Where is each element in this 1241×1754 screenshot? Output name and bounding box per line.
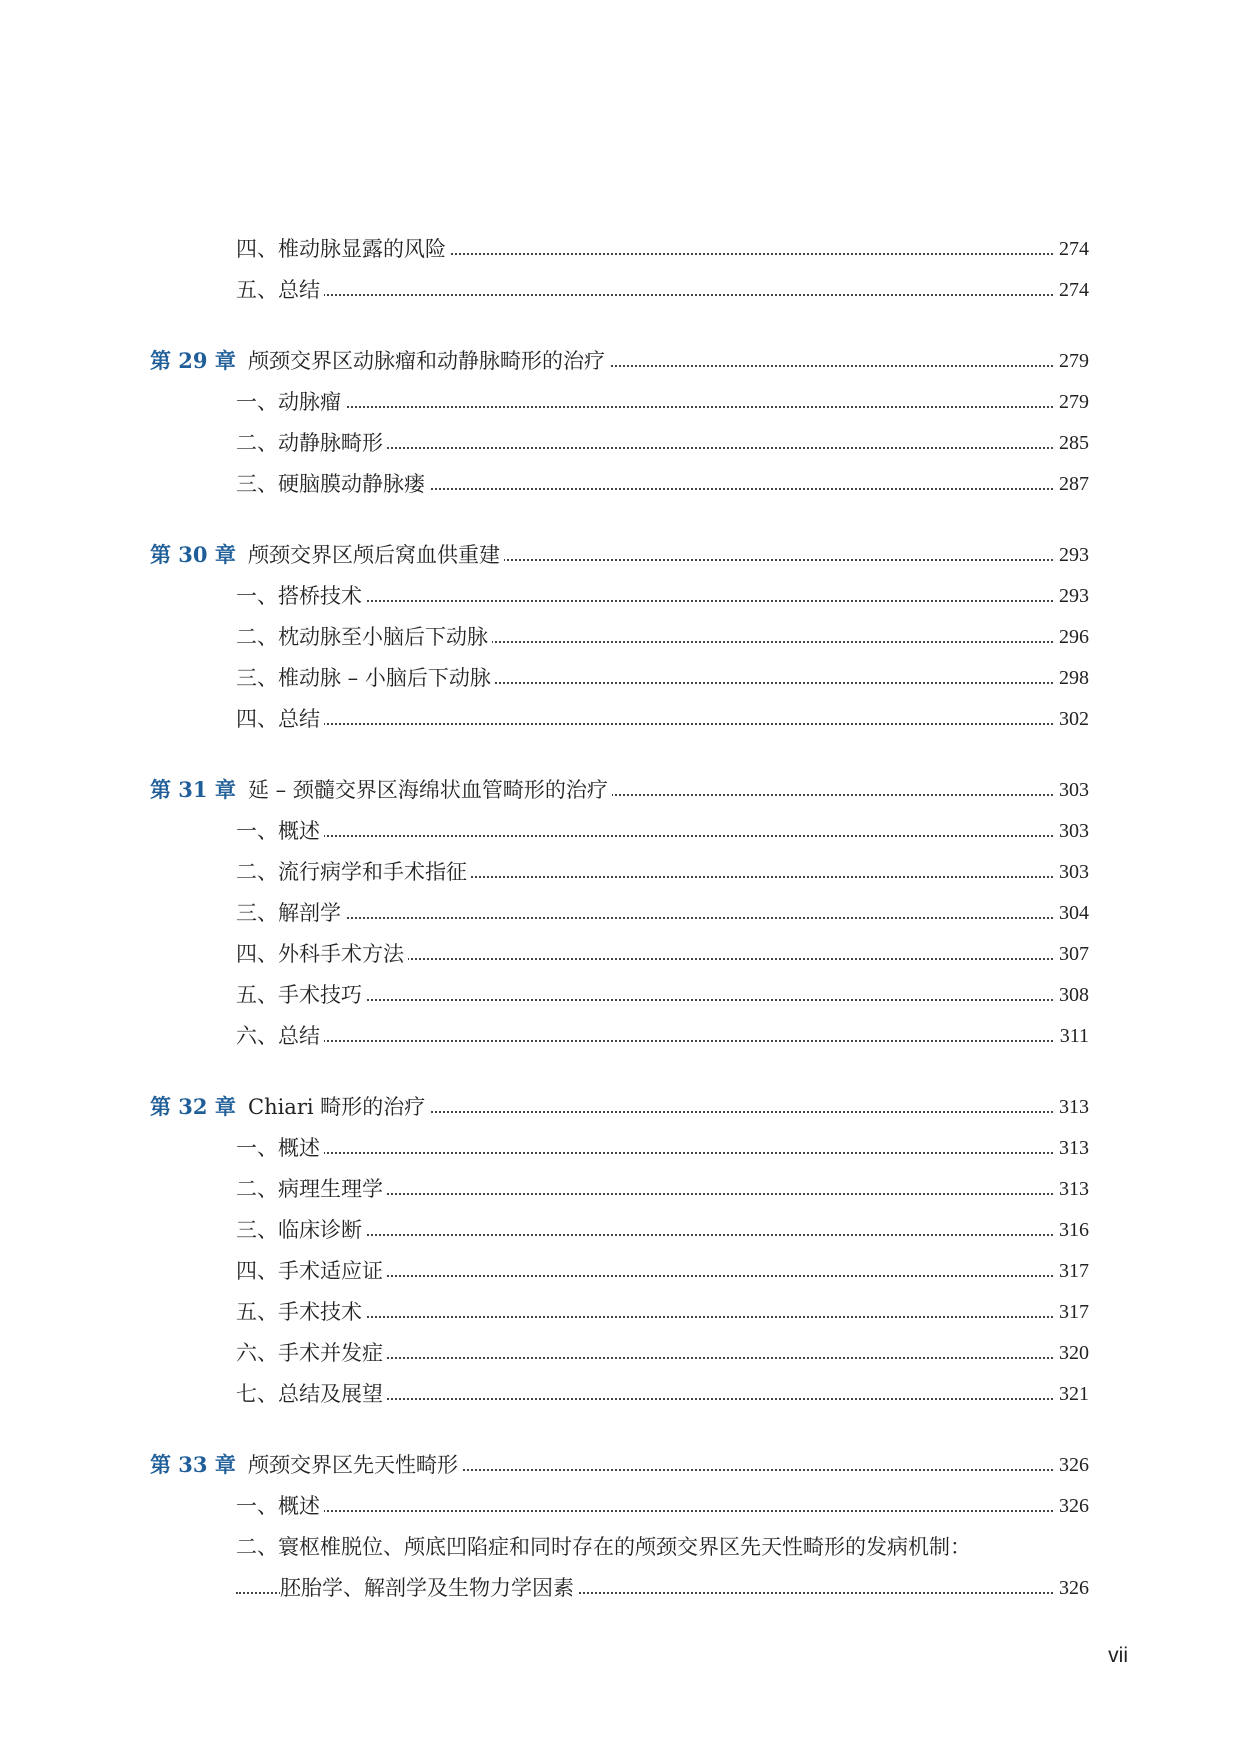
section-title: 二、枕动脉至小脑后下动脉	[236, 622, 492, 652]
toc-chapter-row	[0, 346, 1241, 376]
section-title: 五、手术技巧	[236, 980, 366, 1010]
toc-section-row	[0, 663, 1241, 693]
toc-section-row	[0, 1297, 1241, 1327]
chapter-title: 颅颈交界区先天性畸形	[248, 1450, 462, 1480]
toc-section-row	[0, 234, 1241, 264]
section-title: 四、总结	[236, 704, 324, 734]
section-title: 四、手术适应证	[236, 1256, 387, 1286]
section-title: 一、概述	[236, 1133, 324, 1163]
toc-chapter-row	[0, 1450, 1241, 1480]
toc-section-row	[0, 275, 1241, 305]
section-title: 二、流行病学和手术指征	[236, 857, 471, 887]
page-number: 321	[1053, 1379, 1089, 1409]
toc-chapter-row	[0, 1092, 1241, 1122]
page-number: 296	[1053, 622, 1089, 652]
page-number: 303	[1053, 857, 1089, 887]
page-number: 307	[1053, 939, 1089, 969]
page-number: 326	[1053, 1573, 1089, 1603]
section-title: 胚胎学、解剖学及生物力学因素	[280, 1573, 578, 1603]
page-number: 287	[1053, 469, 1089, 499]
section-title: 二、动静脉畸形	[236, 428, 387, 458]
toc-section-row	[0, 581, 1241, 611]
toc-section-row	[0, 939, 1241, 969]
page-number: 326	[1053, 1491, 1089, 1521]
chapter-number: 第 32 章	[150, 1094, 236, 1119]
toc-section-row	[0, 428, 1241, 458]
page-number: 313	[1053, 1092, 1089, 1122]
page-number: 313	[1053, 1174, 1089, 1204]
toc-section-row	[0, 898, 1241, 928]
page-number: 308	[1053, 980, 1089, 1010]
toc-section-row	[0, 816, 1241, 846]
page-number: 302	[1053, 704, 1089, 734]
page-number: 313	[1053, 1133, 1089, 1163]
section-title: 四、外科手术方法	[236, 939, 408, 969]
section-title: 三、椎动脉 – 小脑后下动脉	[236, 663, 495, 693]
toc-section-row	[0, 1532, 1241, 1562]
section-title: 五、总结	[236, 275, 324, 305]
section-title: 三、硬脑膜动静脉瘘	[236, 469, 429, 499]
page-number: 298	[1053, 663, 1089, 693]
section-title: 一、概述	[236, 816, 324, 846]
toc-section-row	[0, 704, 1241, 734]
toc-chapter-row	[0, 540, 1241, 570]
page-folio: vii	[1108, 1644, 1128, 1667]
section-title: 三、解剖学	[236, 898, 345, 928]
toc-section-row	[0, 1215, 1241, 1245]
page-number: 304	[1053, 898, 1089, 928]
section-title: 一、动脉瘤	[236, 387, 345, 417]
chapter-number: 第 30 章	[150, 542, 236, 567]
section-title: 二、寰枢椎脱位、颅底凹陷症和同时存在的颅颈交界区先天性畸形的发病机制：	[236, 1532, 975, 1562]
chapter-title: 颅颈交界区颅后窝血供重建	[248, 540, 504, 570]
section-title: 六、总结	[236, 1021, 324, 1051]
section-title: 六、手术并发症	[236, 1338, 387, 1368]
dot-leader	[236, 1040, 1089, 1042]
chapter-number: 第 29 章	[150, 348, 236, 373]
page-number: 303	[1053, 775, 1089, 805]
page-number: 326	[1053, 1450, 1089, 1480]
dot-leader	[236, 294, 1089, 296]
page-number: 317	[1053, 1256, 1089, 1286]
toc-section-row	[0, 857, 1241, 887]
toc-section-row	[0, 387, 1241, 417]
page-number: 274	[1053, 234, 1089, 264]
dot-leader	[236, 723, 1089, 725]
toc-section-row	[0, 1256, 1241, 1286]
section-title: 二、病理生理学	[236, 1174, 387, 1204]
toc-section-row	[0, 622, 1241, 652]
dot-leader	[236, 1152, 1089, 1154]
dot-leader	[236, 1510, 1089, 1512]
page-number: 279	[1053, 387, 1089, 417]
page-number: 303	[1053, 816, 1089, 846]
section-title: 一、搭桥技术	[236, 581, 366, 611]
page-number: 293	[1053, 540, 1089, 570]
toc-section-row	[0, 1174, 1241, 1204]
page-number: 317	[1053, 1297, 1089, 1327]
toc-section-row	[0, 469, 1241, 499]
dot-leader	[236, 406, 1089, 408]
chapter-number: 第 33 章	[150, 1452, 236, 1477]
section-title: 三、临床诊断	[236, 1215, 366, 1245]
chapter-title: 延 – 颈髓交界区海绵状血管畸形的治疗	[248, 775, 612, 805]
page-number: 279	[1053, 346, 1089, 376]
page-number: 293	[1053, 581, 1089, 611]
page-number: 274	[1053, 275, 1089, 305]
section-title: 五、手术技术	[236, 1297, 366, 1327]
section-title: 七、总结及展望	[236, 1379, 387, 1409]
dot-leader	[236, 835, 1089, 837]
chapter-title: 颅颈交界区动脉瘤和动静脉畸形的治疗	[248, 346, 609, 376]
toc-section-row	[0, 1379, 1241, 1409]
dot-leader	[236, 917, 1089, 919]
page-number: 311	[1054, 1021, 1089, 1051]
toc-section-row	[0, 1021, 1241, 1051]
toc-section-row	[0, 980, 1241, 1010]
chapter-title: Chiari 畸形的治疗	[248, 1092, 429, 1122]
toc-chapter-row	[0, 775, 1241, 805]
chapter-number: 第 31 章	[150, 777, 236, 802]
section-title: 一、概述	[236, 1491, 324, 1521]
toc-section-row	[0, 1491, 1241, 1521]
section-title: 四、椎动脉显露的风险	[236, 234, 450, 264]
toc-section-continuation-row	[0, 1573, 1241, 1603]
page-number: 320	[1053, 1338, 1089, 1368]
page-number: 316	[1053, 1215, 1089, 1245]
toc-section-row	[0, 1133, 1241, 1163]
page-number: 285	[1053, 428, 1089, 458]
toc-section-row	[0, 1338, 1241, 1368]
